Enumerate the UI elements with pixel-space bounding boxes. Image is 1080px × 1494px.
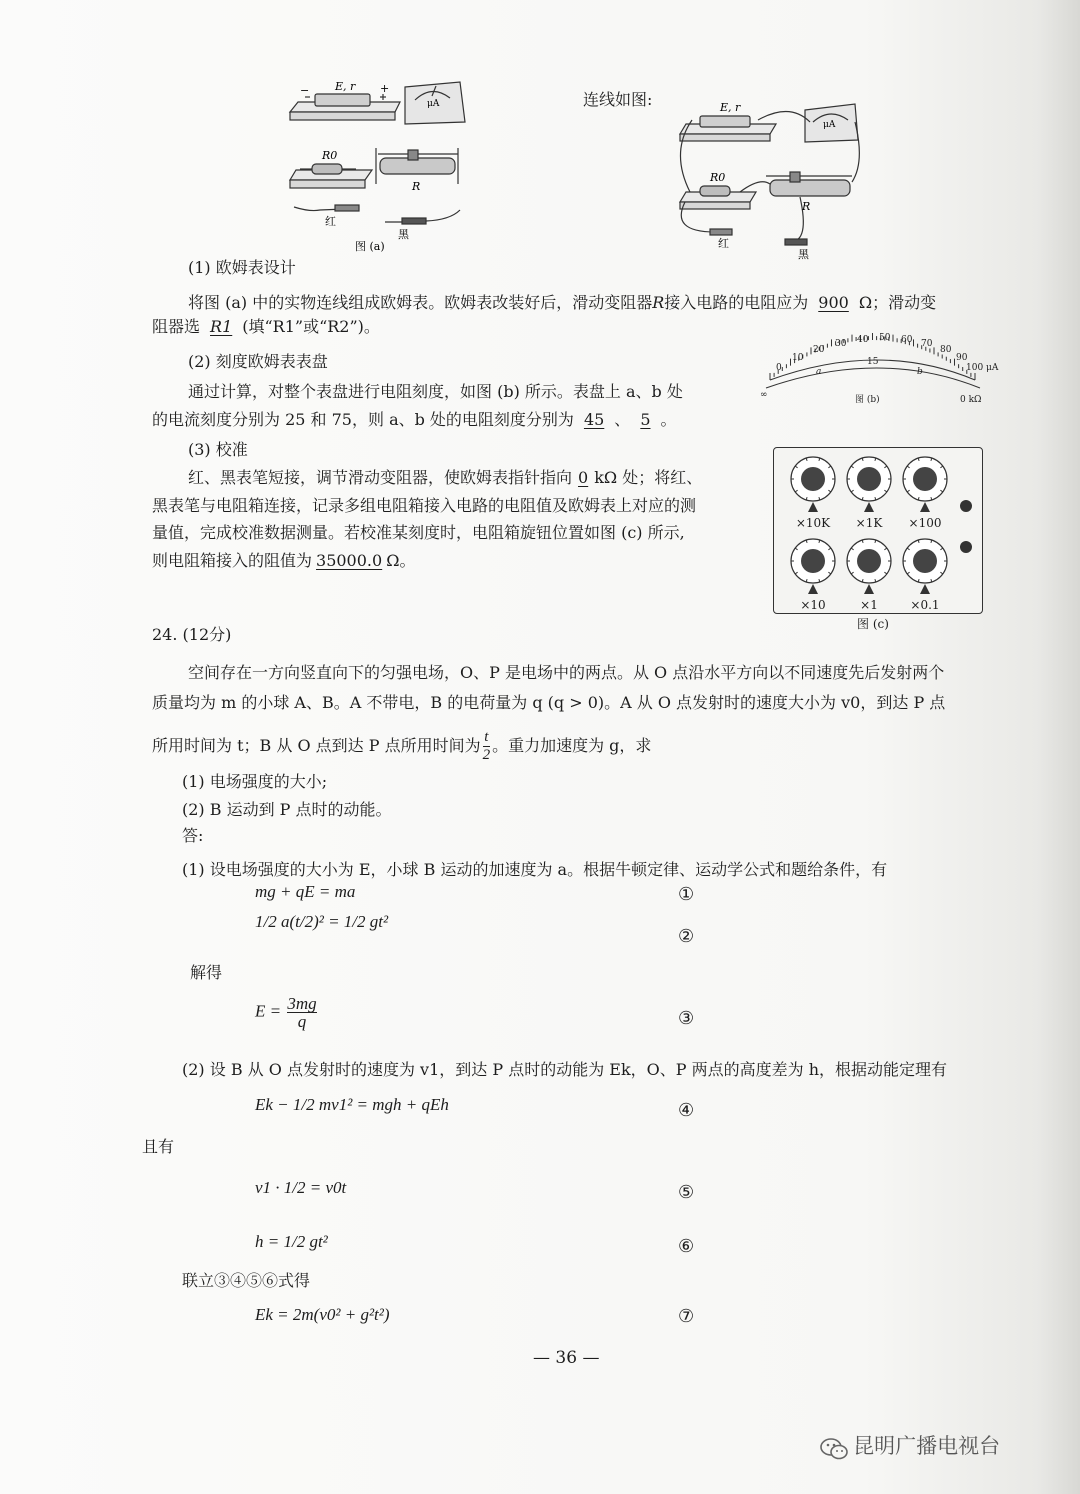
- part3-heading: (3) 校准: [188, 440, 248, 459]
- eq-6: h = 1/2 gt²: [255, 1232, 328, 1251]
- q24-number: 24. (12分): [152, 625, 232, 644]
- page-number: — 36 —: [533, 1348, 600, 1368]
- terminal-black: [960, 500, 972, 512]
- dial-multiplier-label: ×1: [860, 598, 878, 612]
- wiring-battery-label: E, r: [720, 101, 741, 114]
- dial-multiplier-label: ×10: [800, 598, 826, 612]
- dial-multiplier-label: ×100: [908, 516, 942, 530]
- watermark: [820, 1430, 1000, 1461]
- fig-b-tick-10: 10: [792, 353, 804, 363]
- answer-b-resistance: 5: [640, 410, 651, 429]
- answer-a-resistance: 45: [583, 410, 605, 429]
- dial-knob-icon: [846, 538, 892, 596]
- mark-1: ①: [678, 884, 695, 905]
- fig-a-black-label: 黑: [398, 228, 409, 241]
- dial-knob-icon: [846, 456, 892, 514]
- fig-b-point-b: b: [917, 367, 923, 377]
- fig-a-caption: 图 (a): [355, 240, 385, 252]
- fig-b-res-0: 0 kΩ: [960, 395, 982, 405]
- dial-knob-icon: [902, 456, 948, 514]
- answer-r-value: 900: [818, 293, 849, 312]
- answer-rheostat-choice: R1: [210, 317, 233, 336]
- fig-b-tick-90: 90: [956, 353, 968, 363]
- fig-b-caption: 图 (b): [855, 395, 880, 405]
- answer-zero-point: 0: [578, 468, 589, 487]
- part1-line2: 阻器选 R1 (填“R1”或“R2”)。: [152, 317, 380, 336]
- part2-heading: (2) 刻度欧姆表表盘: [188, 352, 328, 371]
- svg-text:−: −: [300, 84, 310, 97]
- solve-label: 解得: [190, 963, 223, 982]
- fig-b-tick-30: 30: [835, 339, 847, 349]
- q24-sub1: (1) 电场强度的大小;: [182, 772, 328, 791]
- wiring-r0-label: R0: [710, 171, 726, 184]
- fig-b-tick-60: 60: [901, 335, 913, 345]
- terminal-red: [960, 541, 972, 553]
- resistance-dial[interactable]: [790, 538, 836, 612]
- combine-label: 联立③④⑤⑥式得: [182, 1271, 311, 1290]
- fig-b-tick-0: 0: [776, 363, 782, 373]
- fig-c-caption: 图 (c): [857, 617, 889, 631]
- wiring-figure: [670, 92, 870, 262]
- fig-b-tick-100: 100 μA: [966, 363, 999, 373]
- dial-knob-icon: [790, 456, 836, 514]
- q24-para1: 空间存在一方向竖直向下的匀强电场，O、P 是电场中的两点。从 O 点沿水平方向以不同速度先后发射两个: [188, 663, 945, 682]
- eq-4: Ek − 1/2 mv1² = mgh + qEh: [255, 1095, 449, 1114]
- figure-c-resistance-box: [773, 447, 983, 614]
- resistance-dial[interactable]: [846, 538, 892, 612]
- wechat-icon: [820, 1437, 848, 1461]
- dial-knob-icon: [790, 538, 836, 596]
- wiring-r-label: R: [802, 200, 811, 213]
- part2-line1: 通过计算，对整个表盘进行电阻刻度，如图 (b) 所示。表盘上 a、b 处: [188, 382, 683, 401]
- fig-b-res-inf: ∞: [760, 390, 768, 400]
- mark-5: ⑤: [678, 1182, 695, 1203]
- part1-line1: 将图 (a) 中的实物连线组成欧姆表。欧姆表改装好后，滑动变阻器R接入电路的电阻应为 900 Ω；滑动变: [188, 293, 937, 312]
- fig-a-r0-label: R0: [322, 149, 338, 162]
- q24-answer1: (1) 设电场强度的大小为 E，小球 B 运动的加速度为 a。根据牛顿定律、运动学公式和题给条件，有: [182, 860, 888, 879]
- dial-multiplier-label: ×10K: [795, 516, 831, 530]
- resistance-dial[interactable]: [902, 538, 948, 612]
- q24-answer-label: 答:: [182, 826, 204, 845]
- also-label: 且有: [142, 1137, 175, 1156]
- figure-a: [280, 72, 480, 252]
- fig-a-meter-label: μA: [427, 99, 440, 109]
- wiring-title: 连线如图:: [583, 90, 653, 109]
- mark-7: ⑦: [678, 1306, 695, 1327]
- mark-4: ④: [678, 1100, 695, 1121]
- eq-2: 1/2 a(t/2)² = 1/2 gt²: [255, 912, 389, 931]
- fig-b-res-15: 15: [867, 357, 879, 367]
- q24-answer2: (2) 设 B 从 O 点发射时的速度为 v1，到达 P 点时的动能为 Ek，O、P 两点的高度差为 h，根据动能定理有: [182, 1060, 948, 1079]
- dial-multiplier-label: ×1K: [855, 516, 883, 530]
- q24-sub2: (2) B 运动到 P 点时的动能。: [182, 800, 392, 819]
- wiring-meter-label: μA: [823, 120, 836, 130]
- eq-1: mg + qE = ma: [255, 882, 356, 901]
- fig-b-tick-20: 20: [813, 345, 825, 355]
- fig-b-tick-80: 80: [940, 345, 952, 355]
- resistance-dial[interactable]: [902, 456, 948, 530]
- fig-a-battery-label: E, r: [335, 80, 356, 93]
- svg-text:+: +: [380, 82, 390, 95]
- mark-2: ②: [678, 926, 695, 947]
- q24-para3: 所用时间为 t；B 从 O 点到达 P 点所用时间为 $\frac{t}{2}$ 。重力加速度为 g，求: [152, 729, 652, 763]
- q24-para2: 质量均为 m 的小球 A、B。A 不带电，B 的电荷量为 q (q > 0)。A 从 O 点发射时的速度大小为 v0，到达 P 点: [152, 693, 946, 712]
- fig-b-point-a: a: [816, 367, 822, 377]
- part1-heading: (1) 欧姆表设计: [188, 258, 296, 277]
- wiring-red-label: 红: [718, 237, 729, 250]
- part3-line2: 黑表笔与电阻箱连接，记录多组电阻箱接入电路的电阻值及欧姆表上对应的测: [152, 496, 697, 515]
- dial-knob-icon: [902, 538, 948, 596]
- part3-line1: 红、黑表笔短接，调节滑动变阻器，使欧姆表指针指向 0 kΩ 处；将红、: [188, 468, 703, 487]
- eq-3: E = $\frac{3mg}{q}$: [255, 994, 317, 1031]
- wiring-black-label: 黑: [798, 248, 809, 261]
- part2-line2: 的电流刻度分别为 25 和 75，则 a、b 处的电阻刻度分别为 45 、 5 。: [152, 410, 677, 429]
- fig-b-tick-70: 70: [921, 339, 933, 349]
- watermark-text: 昆明广播电视台: [853, 1434, 1001, 1458]
- eq-7: Ek = 2m(v0² + g²t²): [255, 1305, 390, 1324]
- fig-b-tick-40: 40: [857, 335, 869, 345]
- mark-6: ⑥: [678, 1236, 695, 1257]
- part3-line3: 量值，完成校准数据测量。若校准某刻度时，电阻箱旋钮位置如图 (c) 所示,: [152, 523, 685, 542]
- fig-a-red-label: 红: [325, 215, 336, 228]
- figure-b-scale: [760, 322, 1000, 410]
- answer-resistance-box: 35000.0: [316, 551, 383, 570]
- resistance-dial[interactable]: [846, 456, 892, 530]
- eq-5: v1 · 1/2 = v0t: [255, 1178, 347, 1197]
- dial-multiplier-label: ×0.1: [910, 598, 940, 612]
- mark-3: ③: [678, 1008, 695, 1029]
- resistance-dial[interactable]: [790, 456, 836, 530]
- part3-line4: 则电阻箱接入的阻值为 35000.0 Ω。: [152, 551, 416, 570]
- fig-a-r-label: R: [412, 180, 421, 193]
- fig-b-tick-50: 50: [879, 333, 891, 343]
